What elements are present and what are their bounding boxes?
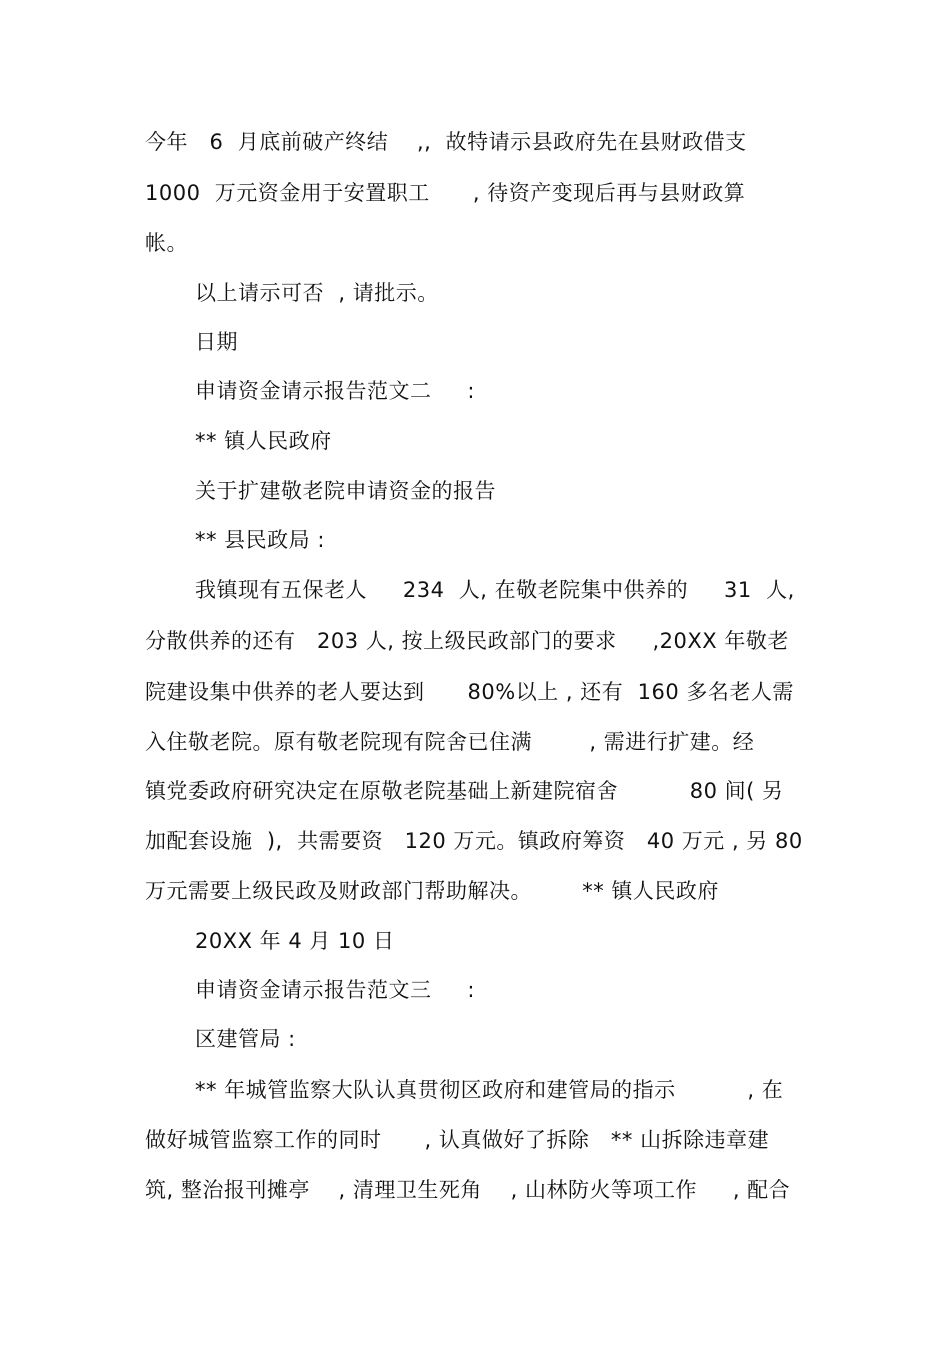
report-title: 关于扩建敬老院申请资金的报告 xyxy=(195,479,496,503)
text-line: 万元需要上级民政及财政部门帮助解决。 ** 镇人民政府 xyxy=(145,879,719,903)
text-line: 分散供养的还有 203 人, 按上级民政部门的要求 ,20XX 年敬老 xyxy=(145,629,789,653)
text-line: 加配套设施 ), 共需要资 120 万元。镇政府筹资 40 万元 , 另 80 xyxy=(145,829,803,853)
recipient-line: 区建管局 : xyxy=(195,1027,296,1051)
sender-line: ** 镇人民政府 xyxy=(195,429,332,453)
section-heading: 申请资金请示报告范文三 : xyxy=(195,978,475,1002)
text-line: 以上请示可否 , 请批示。 xyxy=(195,281,439,305)
text-line: ** 年城管监察大队认真贯彻区政府和建管局的指示 , 在 xyxy=(195,1078,784,1102)
text-line: 入住敬老院。原有敬老院现有院舍已住满 , 需进行扩建。经 xyxy=(145,730,755,754)
text-line: 筑, 整治报刊摊亭 , 清理卫生死角 , 山林防火等项工作 , 配合 xyxy=(145,1178,791,1202)
text-line: 1000 万元资金用于安置职工 , 待资产变现后再与县财政算 xyxy=(145,181,746,205)
section-heading: 申请资金请示报告范文二 : xyxy=(195,379,475,403)
text-line: 帐。 xyxy=(145,231,188,255)
text-line: 院建设集中供养的老人要达到 80%以上 , 还有 160 多名老人需 xyxy=(145,680,794,704)
text-line: 今年 6 月底前破产终结 ,, 故特请示县政府先在县财政借支 xyxy=(145,130,747,154)
date-label: 日期 xyxy=(195,330,238,354)
text-line: 我镇现有五保老人 234 人, 在敬老院集中供养的 31 人, xyxy=(195,578,795,602)
text-line: 镇党委政府研究决定在原敬老院基础上新建院宿舍 80 间( 另 xyxy=(145,779,784,803)
text-line: 做好城管监察工作的同时 , 认真做好了拆除 ** 山拆除违章建 xyxy=(145,1128,770,1152)
recipient-line: ** 县民政局 : xyxy=(195,528,325,552)
date-line: 20XX 年 4 月 10 日 xyxy=(195,929,395,953)
